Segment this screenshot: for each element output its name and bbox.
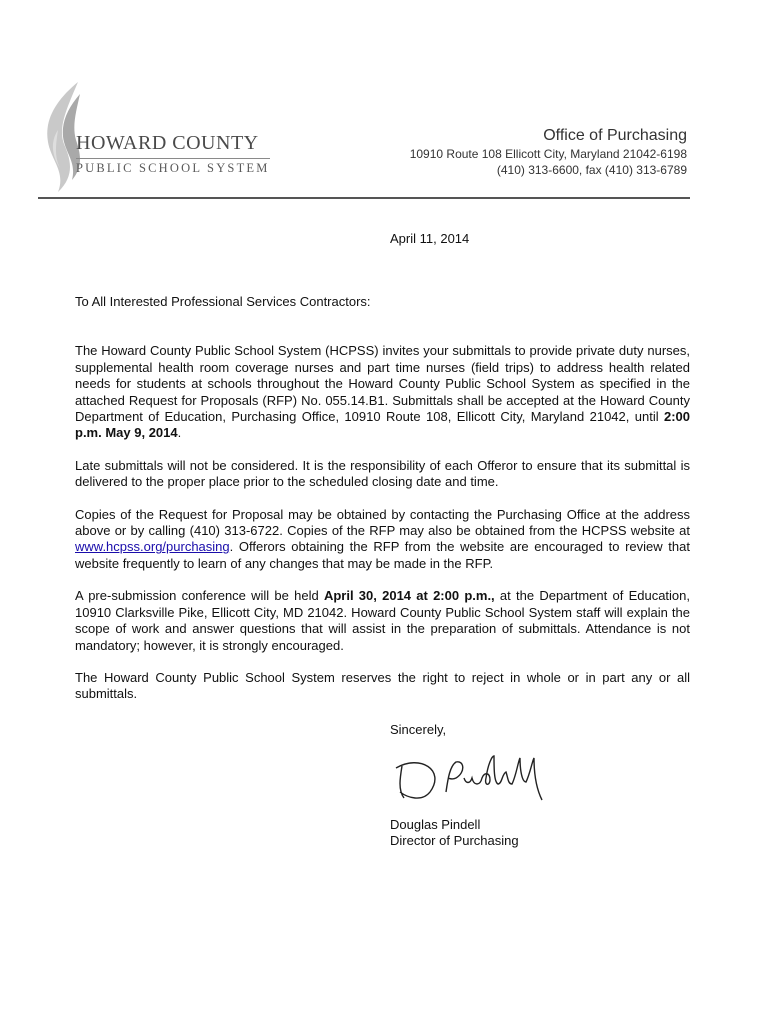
hcpss-logo [36,80,270,200]
office-phone: (410) 313-6600, fax (410) 313-6789 [496,163,687,177]
signer-block [390,817,519,850]
conference-datetime: April 30, 2014 at 2:00 p.m., [323,588,495,604]
paragraph-copies-text: Copies of the Request for Proposal may be obtained by contacting the Purchasing Office at the address above or by calling (410) 313-6722. Copies of the RFP may also be obtained from the HCPSS website at [75,506,690,539]
closing: Sincerely, [390,722,447,737]
letter-body [75,294,690,719]
paragraph-conference-end: at the Department of Education, 10910 Clarksville Pike, Ellicott City, MD 21042. Howard County Public School System staff will explain the scope of work and answer questions that will assist in the preparation of submittals. Attendance is not mandatory; however, it is strongly encouraged. [75,588,690,653]
office-address: 10910 Route 108 Ellicott City, Maryland 21042-6198 [409,147,687,161]
submission-deadline: 2:00 p.m. May 9, 2014 [75,409,690,441]
signer-name: Douglas Pindell [390,817,481,832]
paragraph-late-submittals: Late submittals will not be considered. It is the responsibility of each Offeror to ensure that its submittal is delivered to the proper place prior to the scheduled closing date and time. [75,457,690,490]
signer-title: Director of Purchasing [390,833,519,849]
office-title: Office of Purchasing [543,127,687,144]
logo-text-line2: PUBLIC SCHOOL SYSTEM [76,158,270,176]
paragraph-invitation [75,343,690,441]
salutation: To All Interested Professional Services Contractors: [75,294,371,309]
paragraph-conference-text: A pre-submission conference will be held [75,588,324,604]
letter-date: April 11, 2014 [390,231,470,246]
paragraph-copies [75,507,690,573]
paragraph-conference [75,588,690,654]
paragraph-reservation: The Howard County Public School System reserves the right to reject in whole or in part any or all submittals. [75,669,690,702]
paragraph-invitation-end: . [177,425,182,441]
logo-text-line1: HOWARD COUNTY [76,132,259,154]
office-info [410,126,687,178]
header-divider [38,197,690,199]
purchasing-website-link[interactable]: www.hcpss.org/purchasing [75,539,230,555]
paragraph-invitation-text: The Howard County Public School System (HCPSS) invites your submittals to provide private duty nurses, supplemental health room coverage nurses and part time nurses (field trips) to address health related needs for students at schools throughout the Howard County Public School System as specified in the attached Request for Proposals (RFP) No. 055.14.B1. Submittals shall be accepted at the Howard County Department of Education, Purchasing Office, 10910 Route 108, Ellicott City, Maryland 21042, until [75,343,690,425]
signature [390,748,550,813]
paragraph-copies-end: . Offerors obtaining the RFP from the website are encouraged to review that website frequently to learn of any changes that may be made in the RFP. [75,539,690,571]
signature-graphic [390,748,550,808]
